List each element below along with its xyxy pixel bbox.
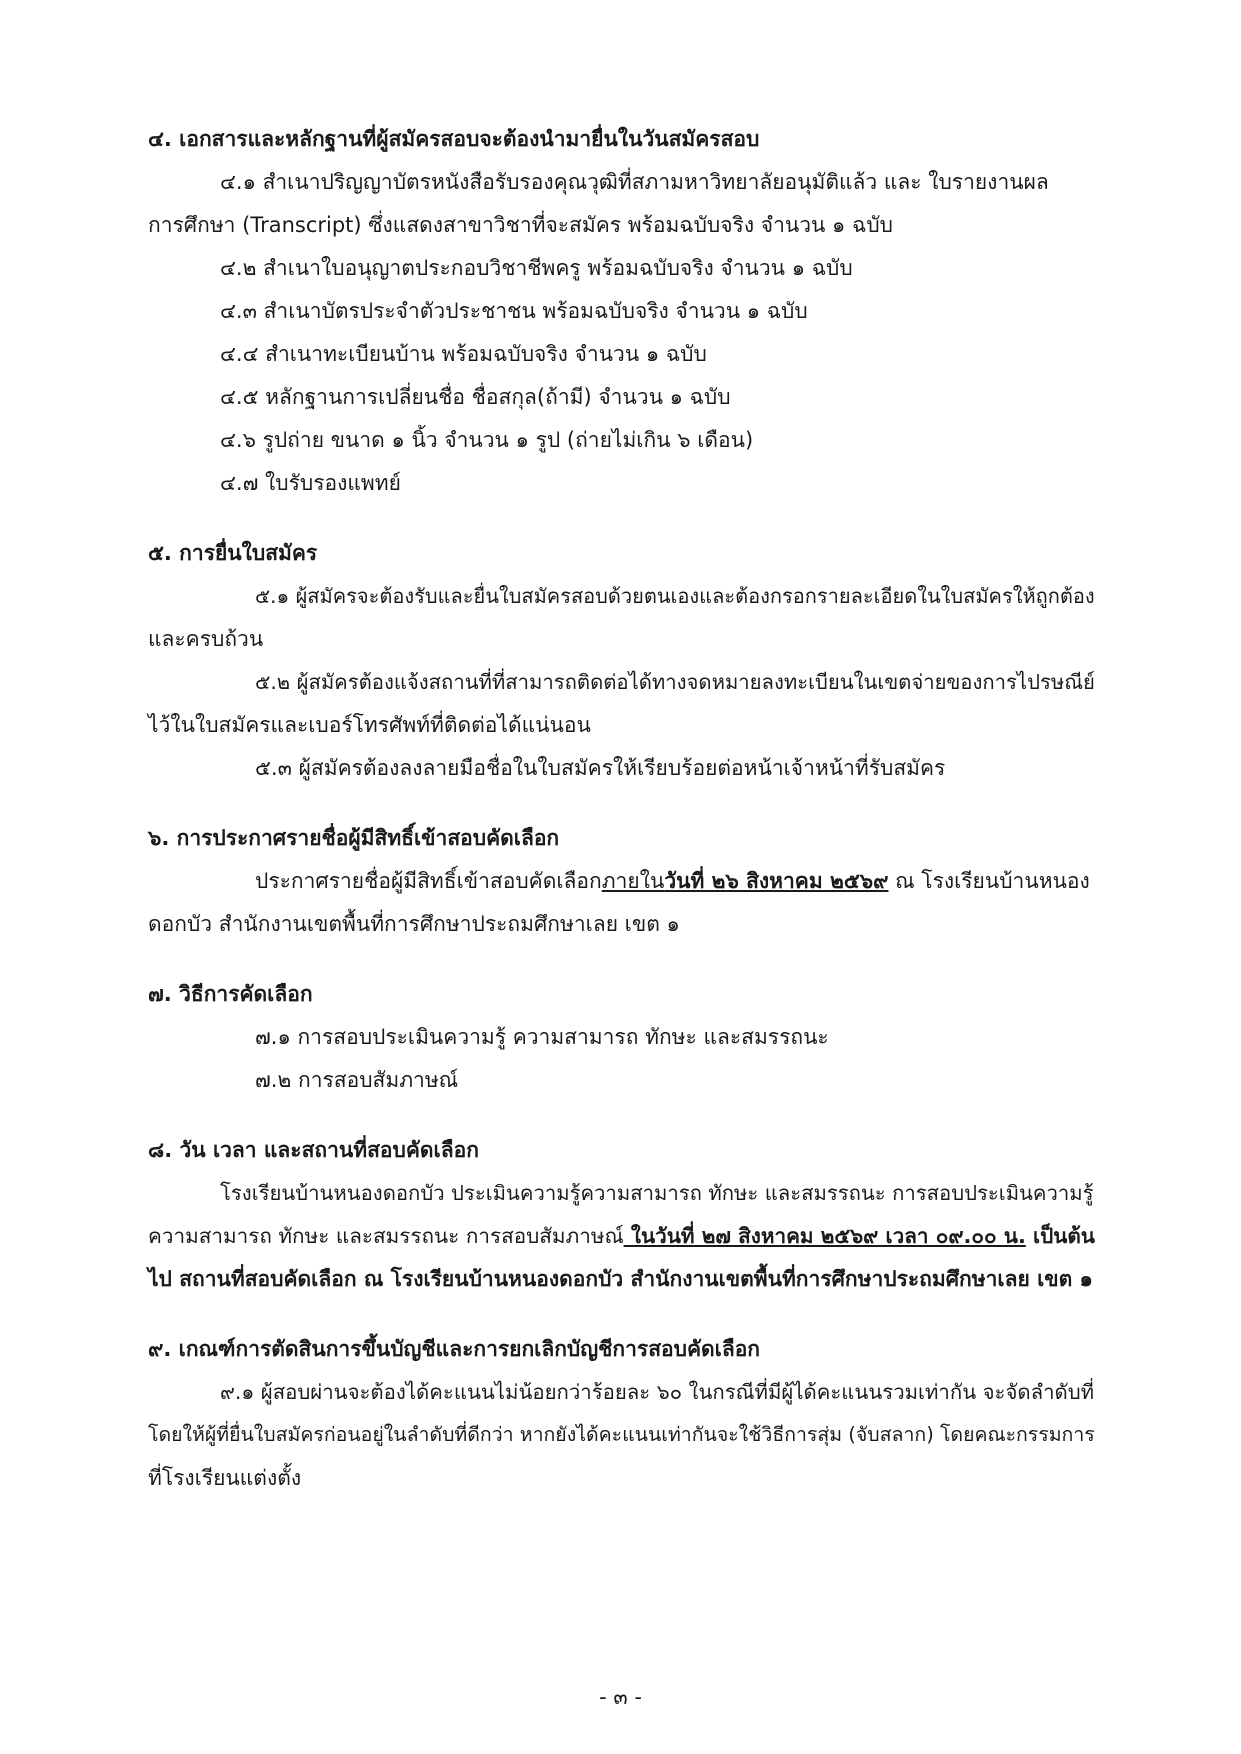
section-5-heading: ๕. การยื่นใบสมัคร (148, 541, 318, 565)
exam-onwards: เป็นต้น (1025, 1224, 1095, 1248)
section-4-item-7: ๔.๗ ใบรับรองแพทย์ (220, 471, 401, 495)
section-9-line-1: ๙.๑ ผู้สอบผ่านจะต้องได้คะแนนไม่น้อยกว่าร้อยละ ๖๐ ในกรณีที่มีผู้ได้คะแนนรวมเท่ากัน จะจัดลำดับที่ (220, 1380, 1095, 1404)
section-4-item-1-line-2: การศึกษา (Transcript) ซึ่งแสดงสาขาวิชาที่จะสมัคร พร้อมฉบับจริง จำนวน ๑ ฉบับ (148, 213, 894, 237)
section-9-line-2: โดยให้ผู้ที่ยื่นใบสมัครก่อนอยู่ในลำดับที่ดีกว่า หากยังได้คะแนนเท่ากันจะใช้วิธีการสุ่ม (จับสลาก) โดยคณะกรรมการ (148, 1423, 1095, 1446)
section-8-line-3: ไป สถานที่สอบคัดเลือก ณ โรงเรียนบ้านหนองดอกบัว สำนักงานเขตพื้นที่การศึกษาประถมศึกษาเลย เขต ๑ (148, 1267, 1093, 1291)
section-4-item-1-line-1: ๔.๑ สำเนาปริญญาบัตรหนังสือรับรองคุณวุฒิที่สภามหาวิทยาลัยอนุมัติแล้ว และ ใบรายงานผล (220, 170, 1049, 194)
announcement-date: วันที่ ๒๖ สิงหาคม ๒๕๖๙ (664, 869, 889, 893)
section-4-item-4: ๔.๔ สำเนาทะเบียนบ้าน พร้อมฉบับจริง จำนวน ๑ ฉบับ (220, 342, 707, 366)
announcement-text: ประกาศรายชื่อผู้มีสิทธิ์เข้าสอบคัดเลือก (255, 869, 602, 893)
exam-date-time: ในวันที่ ๒๗ สิงหาคม ๒๕๖๙ เวลา ๐๙.๐๐ น. (623, 1224, 1026, 1248)
section-7-item-1: ๗.๑ การสอบประเมินความรู้ ความสามารถ ทักษะ และสมรรถนะ (255, 1025, 829, 1049)
section-8-line-2 (148, 1221, 1095, 1251)
section-4-item-6: ๔.๖ รูปถ่าย ขนาด ๑ นิ้ว จำนวน ๑ รูป (ถ่ายไม่เกิน ๖ เดือน) (220, 428, 754, 452)
section-5-item-2-line-1: ๕.๒ ผู้สมัครต้องแจ้งสถานที่ที่สามารถติดต่อได้ทางจดหมายลงทะเบียนในเขตจ่ายของการไปรษณีย์ (255, 670, 1095, 694)
section-5-item-1-line-2: และครบถ้วน (148, 627, 264, 651)
announcement-location: ณ โรงเรียนบ้านหนอง (888, 869, 1090, 893)
section-4-item-5: ๔.๕ หลักฐานการเปลี่ยนชื่อ ชื่อสกุล(ถ้ามี) จำนวน ๑ ฉบับ (220, 385, 731, 409)
section-6-heading: ๖. การประกาศรายชื่อผู้มีสิทธิ์เข้าสอบคัดเลือก (148, 826, 560, 850)
section-6-line-2: ดอกบัว สำนักงานเขตพื้นที่การศึกษาประถมศึกษาเลย เขต ๑ (148, 912, 680, 936)
section-9-line-3: ที่โรงเรียนแต่งตั้ง (148, 1466, 302, 1490)
section-8-heading: ๘. วัน เวลา และสถานที่สอบคัดเลือก (148, 1138, 479, 1162)
section-5-item-1-line-1: ๕.๑ ผู้สมัครจะต้องรับและยื่นใบสมัครสอบด้วยตนเองและต้องกรอกรายละเอียดในใบสมัครให้ถูกต้อง (255, 584, 1095, 608)
section-4-heading: ๔. เอกสารและหลักฐานที่ผู้สมัครสอบจะต้องนำมายื่นในวันสมัครสอบ (148, 127, 760, 151)
section-4-item-2: ๔.๒ สำเนาใบอนุญาตประกอบวิชาชีพครู พร้อมฉบับจริง จำนวน ๑ ฉบับ (220, 256, 853, 280)
exam-description: ความสามารถ ทักษะ และสมรรถนะ การสอบสัมภาษณ์ (148, 1224, 624, 1248)
section-9-heading: ๙. เกณฑ์การตัดสินการขึ้นบัญชีและการยกเลิกบัญชีการสอบคัดเลือก (148, 1337, 761, 1361)
section-4-item-3: ๔.๓ สำเนาบัตรประจำตัวประชาชน พร้อมฉบับจริง จำนวน ๑ ฉบับ (220, 299, 808, 323)
section-7-item-2: ๗.๒ การสอบสัมภาษณ์ (255, 1068, 459, 1092)
section-5-item-3: ๕.๓ ผู้สมัครต้องลงลายมือชื่อในใบสมัครให้เรียบร้อยต่อหน้าเจ้าหน้าที่รับสมัคร (255, 756, 946, 780)
section-5-item-2-line-2: ไว้ในใบสมัครและเบอร์โทรศัพท์ที่ติดต่อได้แน่นอน (148, 713, 591, 737)
page-number: - ๓ - (599, 1685, 642, 1709)
section-7-heading: ๗. วิธีการคัดเลือก (148, 982, 313, 1006)
announcement-within: ภายใน (601, 869, 665, 893)
section-6-line-1 (255, 866, 1090, 896)
section-8-line-1: โรงเรียนบ้านหนองดอกบัว ประเมินความรู้ความสามารถ ทักษะ และสมรรถนะ การสอบประเมินความรู้ (220, 1181, 1094, 1205)
